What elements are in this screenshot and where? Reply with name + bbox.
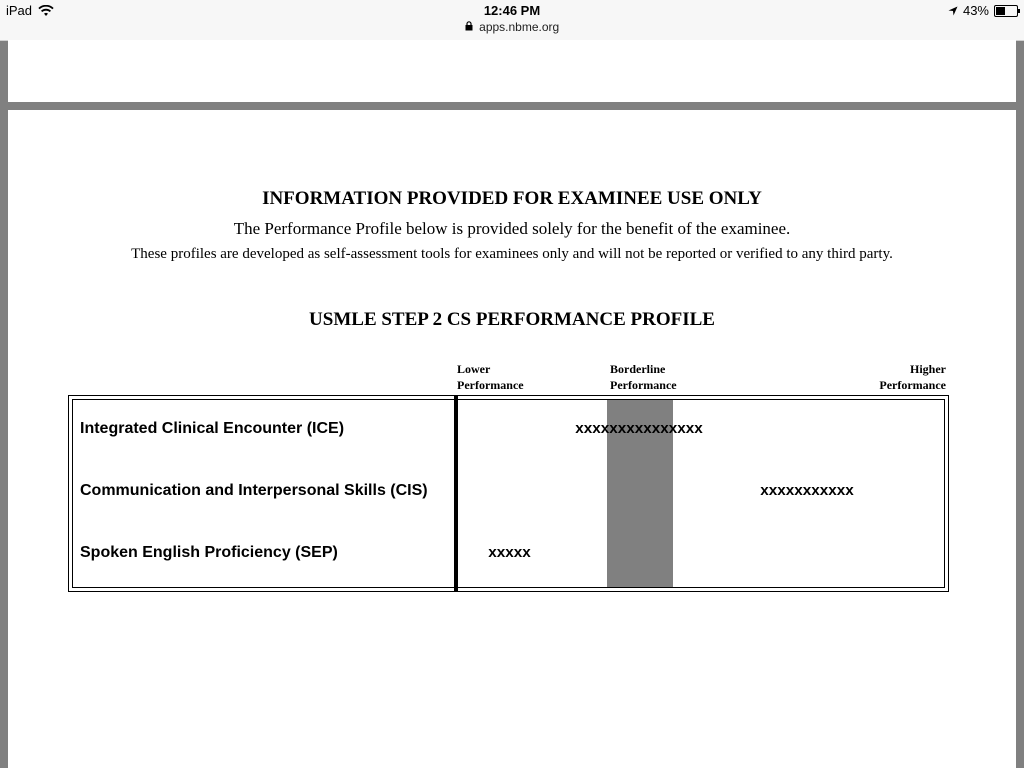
row-marks-sep: xxxxx bbox=[488, 545, 531, 562]
scale-label-borderline-line1: Borderline bbox=[610, 362, 666, 376]
row-marks-ice: xxxxxxxxxxxxxxx bbox=[575, 421, 703, 438]
info-heading: INFORMATION PROVIDED FOR EXAMINEE USE ONLY bbox=[262, 188, 762, 209]
info-note: These profiles are developed as self-assessment tools for examinees only and will not be reported or verified to any third party. bbox=[131, 246, 893, 262]
location-arrow-icon bbox=[948, 6, 958, 16]
info-subheading: The Performance Profile below is provided solely for the benefit of the examinee. bbox=[233, 219, 791, 238]
previous-page bbox=[8, 40, 1016, 102]
address-bar[interactable] bbox=[0, 20, 1024, 34]
scale-label-lower-line1: Lower bbox=[457, 362, 491, 376]
table-divider bbox=[454, 396, 458, 591]
status-right bbox=[948, 3, 1018, 18]
status-time: 12:46 PM bbox=[483, 3, 541, 18]
battery-percent: 43% bbox=[962, 3, 989, 18]
scale-label-lower bbox=[457, 361, 524, 393]
scale-label-lower-line2: Performance bbox=[457, 378, 524, 392]
row-label-sep: Spoken English Proficiency (SEP) bbox=[80, 544, 338, 561]
scale-label-borderline bbox=[610, 361, 677, 393]
scale-label-higher-line2: Performance bbox=[879, 378, 946, 392]
ios-status-bar bbox=[0, 0, 1024, 41]
device-name: iPad bbox=[6, 3, 33, 18]
scale-label-borderline-line2: Performance bbox=[610, 378, 677, 392]
url-text: apps.nbme.org bbox=[479, 20, 560, 34]
row-label-ice: Integrated Clinical Encounter (ICE) bbox=[80, 420, 345, 437]
scale-label-higher bbox=[846, 361, 946, 393]
scale-label-higher-line1: Higher bbox=[910, 362, 946, 376]
profile-title: USMLE STEP 2 CS PERFORMANCE PROFILE bbox=[309, 309, 715, 330]
battery-icon bbox=[994, 5, 1018, 17]
lock-icon bbox=[465, 21, 473, 31]
battery-fill bbox=[996, 7, 1005, 15]
row-label-cis: Communication and Interpersonal Skills (CIS) bbox=[80, 482, 428, 499]
row-marks-cis: xxxxxxxxxxx bbox=[760, 483, 854, 500]
